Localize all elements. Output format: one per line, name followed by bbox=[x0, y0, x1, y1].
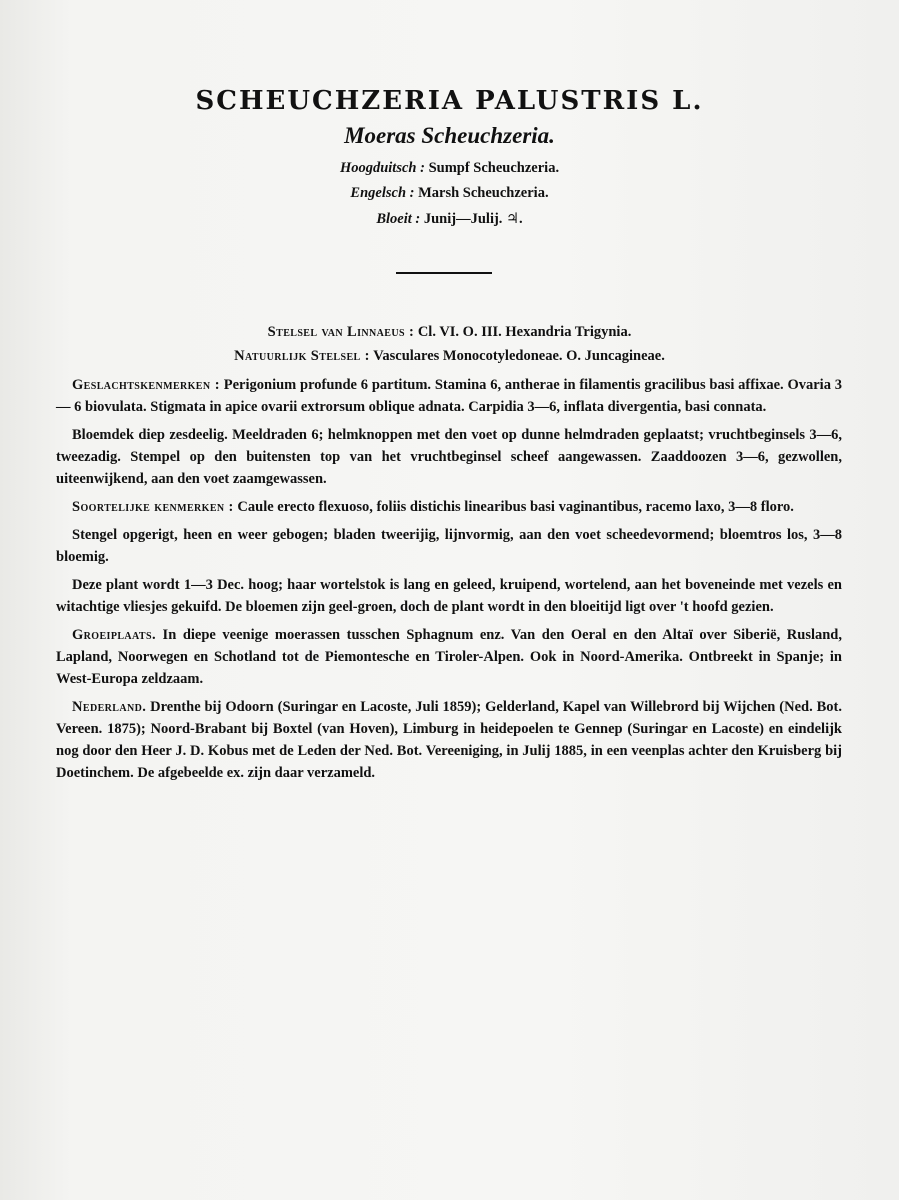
netherlands-text: Drenthe bij Odoorn (Suringar en Lacoste, Juli 1859); Gelderland, Kapel van Willebrord bij Wijchen (Ned. Bot. Vereen. 1875); Noord-Brabant bij Boxtel (van Hoven), Limburg in heidepoelen te Gennep (Suringar en Lacoste) en eindelijk nog door den Heer J. D. Kobus met de Leden der Ned. Bot. Vereeniging, in Julij 1885, in een veenplas achter den Kruisberg bij Doetinchem. De afgebeelde ex. zijn daar verzameld. bbox=[56, 699, 842, 781]
flowering-line bbox=[0, 210, 899, 228]
english-name-line bbox=[0, 185, 899, 202]
german-value: Sumpf Scheuchzeria. bbox=[428, 160, 560, 176]
english-value: Marsh Scheuchzeria. bbox=[418, 185, 549, 201]
species-characters-label: Soortelijke kenmerken : bbox=[72, 499, 234, 515]
species-dutch-paragraph bbox=[56, 524, 842, 568]
natural-label: Natuurlijk Stelsel : bbox=[234, 348, 370, 364]
german-name-line bbox=[0, 160, 899, 177]
description-body bbox=[56, 374, 842, 790]
linnaeus-value: Cl. VI. O. III. Hexandria Trigynia. bbox=[417, 324, 632, 340]
genus-characters-label: Geslachtskenmerken : bbox=[72, 377, 220, 393]
genus-characters-text: Perigonium profunde 6 partitum. Stamina 6, antherae in filamentis gracilibus basi affixae. Ovaria 3— 6 biovulata. Stigmata in apice ovarii extrorsum oblique adnata. Carpidia 3—6, inflata divergentia, basi connata. bbox=[56, 377, 843, 415]
plant-description-paragraph bbox=[56, 574, 842, 618]
genus-dutch-paragraph bbox=[56, 424, 842, 490]
netherlands-paragraph bbox=[56, 696, 842, 784]
flowering-value: Junij—Julij. ♃. bbox=[423, 211, 523, 227]
natural-system-line bbox=[0, 348, 899, 365]
plant-description-text: Deze plant wordt 1—3 Dec. hoog; haar wortelstok is lang en geleed, kruipend, wortelend, aan het boveneinde met vezels en witachtige vliesjes gekuifd. De bloemen zijn geel-groen, doch de plant wordt in den bloeitijd ligt over 't hoofd gezien. bbox=[56, 577, 842, 615]
netherlands-label: Nederland. bbox=[72, 699, 147, 715]
habitat-text: In diepe veenige moerassen tusschen Sphagnum enz. Van den Oeral en den Altaï over Siberië, Rusland, Lapland, Noorwegen en Schotland tot de Piemontesche en Tiroler-Alpen. Ook in Noord-Amerika. Ontbreekt in Spanje; in West-Europa zeldzaam. bbox=[56, 627, 842, 687]
divider-rule bbox=[396, 272, 492, 274]
linnaeus-label: Stelsel van Linnaeus : bbox=[267, 324, 415, 340]
linnaeus-system-line bbox=[0, 324, 899, 341]
species-characters-text: Caule erecto flexuoso, foliis distichis linearibus basi vaginantibus, racemo laxo, 3—8 floro. bbox=[237, 499, 794, 515]
species-dutch-text: Stengel opgerigt, heen en weer gebogen; bladen tweerijig, lijnvormig, aan den voet scheedevormend; bloemtros los, 3—8 bloemig. bbox=[56, 527, 842, 565]
species-title: SCHEUCHZERIA PALUSTRIS L. bbox=[195, 86, 704, 116]
species-characters-paragraph bbox=[56, 496, 842, 518]
english-label: Engelsch : bbox=[350, 185, 415, 201]
genus-characters-paragraph bbox=[56, 374, 842, 418]
genus-dutch-text: Bloemdek diep zesdeelig. Meeldraden 6; helmknoppen met den voet op dunne helmdraden geplaatst; vruchtbeginsels 3—6, tweezadig. Stempel op den buitensten top van het vruchtbeginsel scheef aangewassen. Zaaddoozen 3—6, gezwollen, uiteenwijkend, aan den voet zaamgewassen. bbox=[56, 427, 842, 487]
common-name: Moeras Scheuchzeria. bbox=[344, 123, 555, 148]
habitat-label: Groeiplaats. bbox=[72, 627, 156, 643]
habitat-paragraph bbox=[56, 624, 842, 690]
german-label: Hoogduitsch : bbox=[339, 160, 425, 176]
natural-value: Vasculares Monocotyledoneae. O. Juncagineae. bbox=[373, 348, 665, 364]
flowering-label: Bloeit : bbox=[376, 211, 421, 227]
